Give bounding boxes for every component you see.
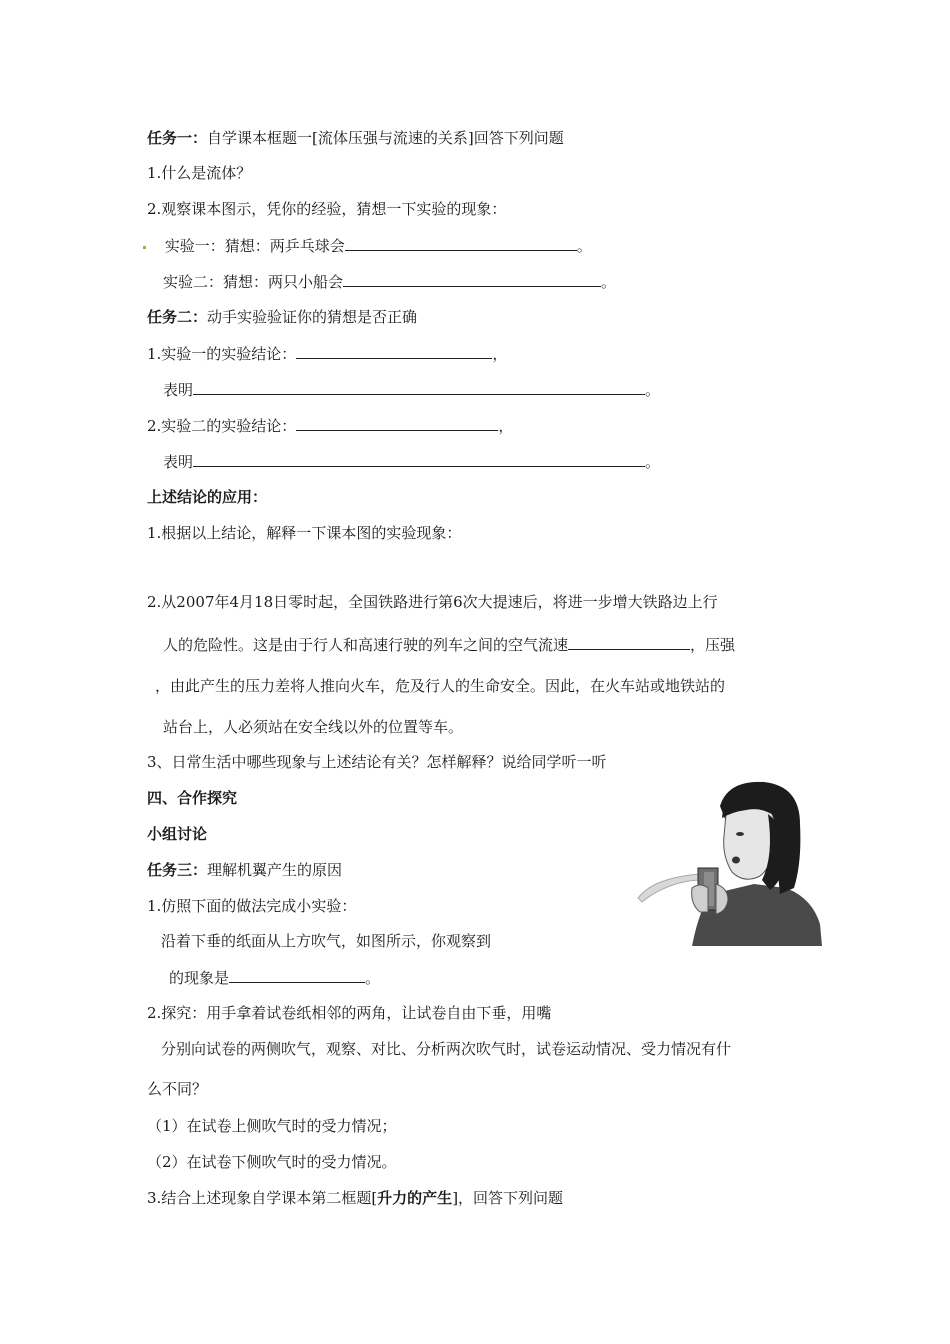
task1-heading [147, 128, 564, 148]
indicate-label: 表明 [163, 453, 194, 471]
period: 。 [576, 237, 592, 255]
task2-q1 [147, 343, 507, 364]
application-title: 上述结论的应用： [147, 488, 268, 506]
application-q2-line3: ，由此产生的压力差将人推向火车，危及行人的生命安全。因此，在火车站或地铁站的 [155, 677, 726, 695]
task2-title: 任务二： [147, 308, 208, 326]
task3-q2-b: （2）在试卷下侧吹气时的受力情况。 [147, 1153, 397, 1171]
task3-q1-line2: 沿着下垂的纸面从上方吹气，如图所示，你观察到 [161, 932, 492, 950]
q3-text-c: ]，回答下列问题 [452, 1189, 564, 1207]
task2-q1-blank[interactable] [296, 343, 492, 359]
task3-q2-a: （1）在试卷上侧吹气时的受力情况； [147, 1117, 397, 1135]
section4-title: 四、合作探究 [147, 789, 238, 807]
indicate-label: 表明 [163, 381, 194, 399]
period: 。 [645, 381, 661, 399]
exp1-blank[interactable] [345, 235, 577, 251]
task3-q3 [147, 1188, 563, 1208]
airspeed-blank[interactable] [568, 634, 690, 650]
section4-subtitle: 小组讨论 [147, 825, 208, 843]
application-q1: 1.根据以上结论，解释一下课本图的实验现象： [147, 524, 462, 542]
task3-q2-line2: 分别向试卷的两侧吹气，观察、对比、分析两次吹气时，试卷运动情况、受力情况有什 [161, 1040, 732, 1058]
task2-q1-label: 1.实验一的实验结论： [147, 345, 297, 363]
q2-line2-text: 人的危险性。这是由于行人和高速行驶的列车之间的空气流速 [163, 636, 569, 654]
task2-q2 [147, 415, 513, 436]
task1-q1: 1.什么是流体？ [147, 164, 252, 182]
eye-shape [736, 832, 744, 836]
task3-q2-line1: 2.探究：用手拿着试卷纸相邻的两角，让试卷自由下垂，用嘴 [147, 1004, 552, 1022]
mouth-shape [732, 857, 740, 864]
exp2-label: 实验二：猜想：两只小船会 [163, 273, 344, 291]
task3-text: 理解机翼产生的原因 [207, 861, 343, 879]
task2-heading [147, 307, 417, 327]
task1-q2: 2.观察课本图示，凭你的经验，猜想一下实验的现象： [147, 200, 507, 218]
application-q2-line1: 2.从2007年4月18日零时起，全国铁路进行第6次大提速后，将进一步增大铁路边上行 [147, 593, 718, 611]
speck-mark [143, 246, 146, 249]
task1-title: 任务一： [147, 129, 208, 147]
task1-text: 自学课本框题一[流体压强与流速的关系]回答下列问题 [207, 129, 564, 147]
task2-q2-label: 2.实验二的实验结论： [147, 417, 297, 435]
period: 。 [601, 273, 617, 291]
q3-text-a: 3.结合上述现象自学课本第二框题[ [147, 1189, 378, 1207]
task3-q1: 1.仿照下面的做法完成小实验： [147, 897, 357, 915]
task3-title: 任务三： [147, 861, 208, 879]
exp2-blank[interactable] [343, 271, 601, 287]
task1-exp2 [163, 271, 616, 292]
comma: ， [498, 417, 514, 435]
task2-q1-indicate [163, 379, 660, 400]
application-q2-line2 [163, 634, 735, 655]
student-blowing-paper-illustration [634, 776, 822, 946]
task2-q2-indicate-blank[interactable] [193, 451, 645, 467]
task2-text: 动手实验验证你的猜想是否正确 [207, 308, 418, 326]
q2-line2-tail: ，压强 [690, 636, 736, 654]
period: 。 [645, 453, 661, 471]
task2-q1-indicate-blank[interactable] [193, 379, 645, 395]
task2-q2-blank[interactable] [296, 415, 498, 431]
task3-heading [147, 860, 342, 880]
comma: ， [492, 345, 508, 363]
application-q2-line4: 站台上，人必须站在安全线以外的位置等车。 [163, 718, 464, 736]
task1-exp1 [143, 235, 592, 256]
phenomenon-label: 的现象是 [169, 969, 230, 987]
task2-q2-indicate [163, 451, 660, 472]
q3-text-bold: 升力的产生 [377, 1189, 453, 1207]
period: 。 [365, 969, 381, 987]
application-q3: 3、日常生活中哪些现象与上述结论有关？怎样解释？说给同学听一听 [147, 753, 607, 771]
task3-q1-line3 [169, 967, 380, 988]
task3-q2-line3: 么不同？ [147, 1080, 208, 1098]
phenomenon-blank[interactable] [229, 967, 365, 983]
exp1-label: 实验一：猜想：两乒乓球会 [164, 237, 345, 255]
